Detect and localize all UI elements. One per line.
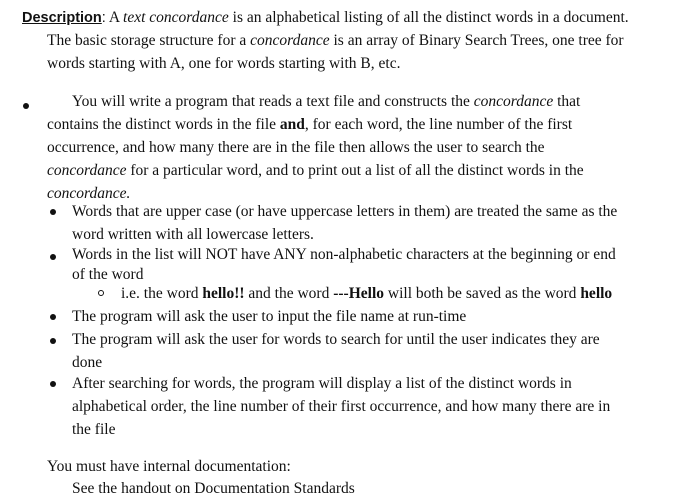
term-text-concordance: text concordance: [123, 9, 229, 26]
text-fragment: and the word: [244, 285, 334, 302]
text-fragment: See the handout on Documentation Standards: [72, 480, 355, 497]
term-concordance: concordance: [47, 162, 127, 179]
example-word-2: ---Hello: [333, 285, 385, 302]
requirement-bullet-1: [50, 209, 56, 215]
requirement-bullet-2: [50, 254, 56, 260]
requirement-bullet-3: [50, 314, 56, 320]
requirement-line: done: [72, 354, 103, 371]
requirement-line: The program will ask the user to input the file name at run-time: [72, 308, 467, 325]
requirement-line: alphabetical order, the line number of their first occurrence, and how many there are in: [72, 398, 611, 415]
requirement-bullet-4: [50, 338, 56, 344]
main-bullet-line-3: [47, 136, 545, 159]
text-fragment: is an alphabetical listing of all the distinct words in a document.: [228, 9, 629, 26]
sub-item-example: [121, 282, 612, 305]
term-concordance: concordance: [473, 93, 554, 110]
text-fragment: A: [105, 9, 124, 26]
main-bullet-dot: [23, 103, 29, 109]
text-fragment: occurrence, and how many there are in the file then allows the user to search the: [47, 139, 545, 156]
description-line-3: [47, 52, 400, 75]
example-word-result: hello: [580, 285, 613, 302]
requirement-line: The program will ask the user for words to search for until the user indicates they are: [72, 331, 600, 348]
text-fragment: is an array of Binary Search Trees, one tree for: [329, 32, 624, 49]
description-label: Description: [22, 10, 102, 26]
description-line-1: [22, 6, 629, 30]
requirement-line: the file: [72, 421, 116, 438]
documentation-line-2: [72, 477, 355, 500]
requirement-line: word written with all lowercase letters.: [72, 226, 314, 243]
requirement-4: [72, 328, 600, 374]
text-fragment: You must have internal documentation:: [47, 458, 291, 475]
requirement-1: [72, 200, 617, 246]
requirement-line: After searching for words, the program will display a list of the distinct words in: [72, 375, 572, 392]
text-fragment: will both be saved as the word: [384, 285, 581, 302]
requirement-line: Words in the list will NOT have ANY non-alphabetic characters at the beginning or end: [72, 246, 616, 263]
requirement-2: [72, 245, 616, 285]
main-bullet-line-2: [47, 113, 572, 136]
text-fragment: that: [553, 93, 581, 110]
sub-item-circle-bullet: [98, 290, 104, 296]
documentation-line-1: [47, 455, 291, 478]
requirement-5: [72, 372, 610, 441]
text-fragment: i.e. the word: [121, 285, 203, 302]
description-line-2: [47, 29, 624, 52]
main-bullet-line-1: [72, 90, 580, 113]
requirement-3: [72, 305, 466, 328]
text-fragment: You will write a program that reads a text file and constructs the: [72, 93, 474, 110]
text-fragment: contains the distinct words in the file: [47, 116, 280, 133]
text-fragment: words starting with A, one for words starting with B, etc.: [47, 55, 401, 72]
term-concordance: concordance.: [47, 185, 131, 202]
term-concordance: concordance: [250, 32, 330, 49]
requirement-line: of the word: [72, 266, 144, 283]
text-fragment: for a particular word, and to print out a list of all the distinct words in the: [126, 162, 584, 179]
example-word-1: hello!!: [202, 285, 245, 302]
text-fragment: The basic storage structure for a: [47, 32, 251, 49]
description-colon: :: [101, 10, 106, 26]
main-bullet-line-4: [47, 159, 584, 182]
requirement-bullet-5: [50, 381, 56, 387]
text-fragment: , for each word, the line number of the first: [304, 116, 573, 133]
bold-and: and: [279, 116, 305, 133]
requirement-line: Words that are upper case (or have uppercase letters in them) are treated the same as the: [72, 203, 618, 220]
